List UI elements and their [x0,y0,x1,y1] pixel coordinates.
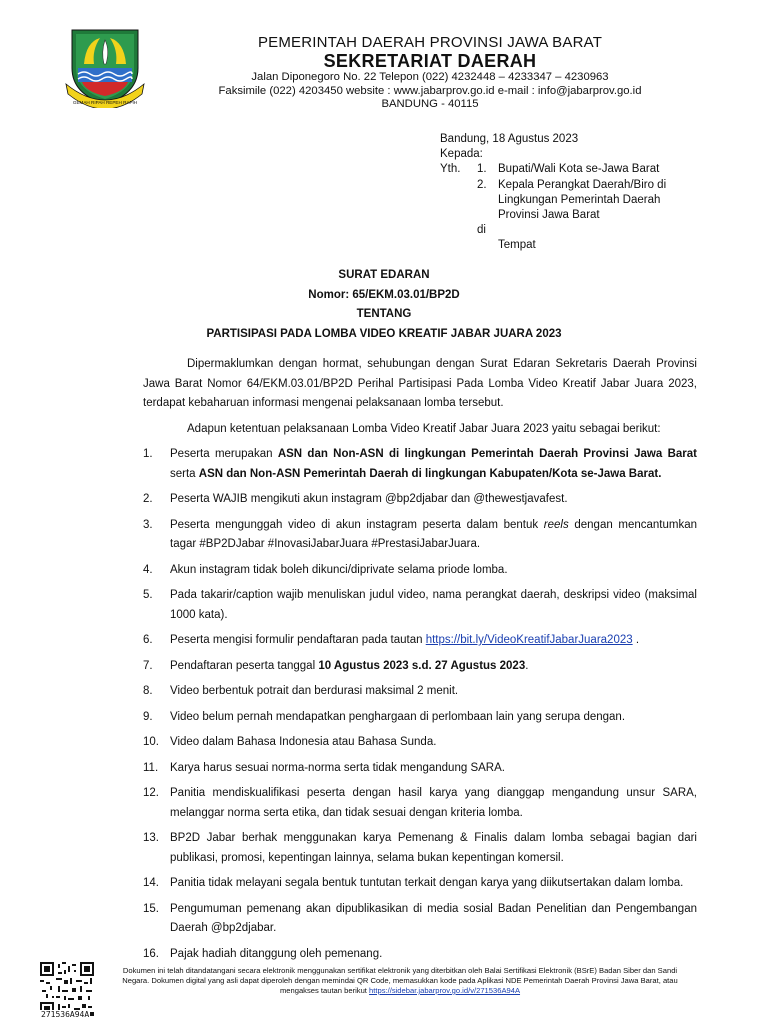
office-address: Jalan Diponegoro No. 22 Telepon (022) 4232448 – 4233347 – 4230963 [251,71,609,83]
qr-code-icon[interactable] [40,962,94,1016]
provisions-list [143,445,697,964]
letterhead-text [150,34,710,112]
letterhead [0,0,768,110]
recipient-block [440,132,740,254]
list-item: 1. Peserta merupakan ASN dan Non-ASN di lingkungan Pemerintah Daerah Provinsi Jawa Barat serta ASN dan Non-ASN Pemerintah Daerah di lingkungan Kabupaten/Kota se-Jawa Barat. [143,448,697,480]
recipient-number: 2. [477,178,487,191]
letter-body [143,355,697,970]
circular-title [0,266,768,344]
list-item: 11. Karya harus sesuai norma-norma serta tidak mengandung SARA. [143,761,505,774]
list-item: 9. Video belum pernah mendapatkan penghargaan di perlombaan lain yang serupa dengan. [143,710,626,723]
letter-number: Nomor: 65/EKM.03.01/BP2D [308,288,460,301]
tempat-label: Tempat [498,239,536,252]
kepada-label: Kepada: [440,148,483,161]
qr-verification-code: 271536A94A [41,1010,90,1019]
list-item: 15. Pengumuman pemenang akan dipublikasikan di media sosial Badan Penelitian dan Pengembangan Daerah @bp2djabar. [143,902,697,934]
letter-subject: PARTISIPASI PADA LOMBA VIDEO KREATIF JABAR JUARA 2023 [206,327,562,340]
office-name: SEKRETARIAT DAERAH [323,51,537,71]
e-signature-footer [0,958,768,1024]
verification-link[interactable]: https://sidebar.jabarprov.go.id/v/271536A94A [369,986,521,995]
tentang-label: TENTANG [356,308,412,320]
recipient-number: 1. [477,163,487,176]
yth-label: Yth. [440,163,461,176]
provisions-paragraph: Adapun ketentuan pelaksanaan Lomba Video Kreatif Jabar Juara 2023 yaitu sebagai berikut: [187,422,661,435]
office-contact: Faksimile (022) 4203450 website : www.jabarprov.go.id e-mail : info@jabarprov.go.id [218,84,642,97]
office-city: BANDUNG - 40115 [381,98,479,110]
list-item: 6. Peserta mengisi formulir pendaftaran pada tautan https://bit.ly/VideoKreatifJabarJuara2023 . [143,634,640,646]
e-signature-note: Dokumen ini telah ditandatangani secara elektronik menggunakan sertifikat elektronik yang diterbitkan oleh Balai Sertifikasi Elektronik (BSrE) Badan Siber dan Sandi Negara. Dokumen digital yang asli dapat diperoleh dengan memindai QR Code, memasukkan kode pada Aplikasi NDE Pemerintah Daerah Provinsi Jawa Barat, atau mengakses tautan berikut https://sidebar.jabarprov.go.id/v/271536A94A [122,966,678,995]
list-item: 16. Pajak hadiah ditanggung oleh pemenang. [143,947,383,960]
list-item: 7. Pendaftaran peserta tanggal 10 Agustus 2023 s.d. 27 Agustus 2023. [143,659,529,672]
recipient-item: Bupati/Wali Kota se-Jawa Barat [498,163,660,176]
list-item: 3. Peserta mengunggah video di akun instagram peserta dalam bentuk reels dengan mencantumkan tagar #BP2DJabar #InovasiJabarJuara #PrestasiJabarJuara. [143,518,698,550]
list-item: 8. Video berbentuk potrait dan berdurasi maksimal 2 menit. [143,685,459,697]
recipient-item-cont: Lingkungan Pemerintah Daerah [498,193,661,206]
letter-type: SURAT EDARAN [338,269,430,281]
letter-date: Bandung, 18 Agustus 2023 [440,133,579,145]
government-name: PEMERINTAH DAERAH PROVINSI JAWA BARAT [257,34,603,51]
recipient-item: Kepala Perangkat Daerah/Biro di [498,178,667,191]
logo-motto: GEMAH RIPAH REPEH RAPIH [72,100,138,105]
list-item: 5. Pada takarir/caption wajib menuliskan judul video, nama perangkat daerah, deskripsi video (maksimal 1000 kata). [143,589,697,621]
registration-form-link[interactable]: https://bit.ly/VideoKreatifJabarJuara2023 [425,634,633,646]
list-item: 4. Akun instagram tidak boleh dikunci/diprivate selama priode lomba. [143,563,508,576]
di-label: di [477,224,486,237]
list-item: 13. BP2D Jabar berhak menggunakan karya Pemenang & Finalis dalam lomba sebagai bagian dari publikasi, promosi, kepentingan lainnya, selama bukan kepentingan komersil. [143,832,697,864]
intro-paragraph: Dipermaklumkan dengan hormat, sehubungan dengan Surat Edaran Sekretaris Daerah Provinsi Jawa Barat Nomor 64/EKM.03.01/BP2D Perihal Partisipasi Pada Lomba Video Kreatif Jabar Juara 2023, terdapat kebaharuan informasi mengenai pelaksanaan lomba tersebut. [143,358,697,409]
list-item: 14. Panitia tidak melayani segala bentuk tuntutan terkait dengan karya yang diikutsertakan dalam lomba. [143,877,684,889]
list-item: 10. Video dalam Bahasa Indonesia atau Bahasa Sunda. [143,736,437,748]
west-java-emblem-logo [64,24,146,108]
list-item: 2. Peserta WAJIB mengikuti akun instagram @bp2djabar dan @thewestjavafest. [143,493,568,505]
list-item: 12. Panitia mendiskualifikasi peserta dengan hasil karya yang dianggap mengandung unsur SARA, melanggar norma serta etika, dan tidak sesuai dengan kriteria lomba. [143,787,697,819]
recipient-item-cont: Provinsi Jawa Barat [498,209,600,222]
